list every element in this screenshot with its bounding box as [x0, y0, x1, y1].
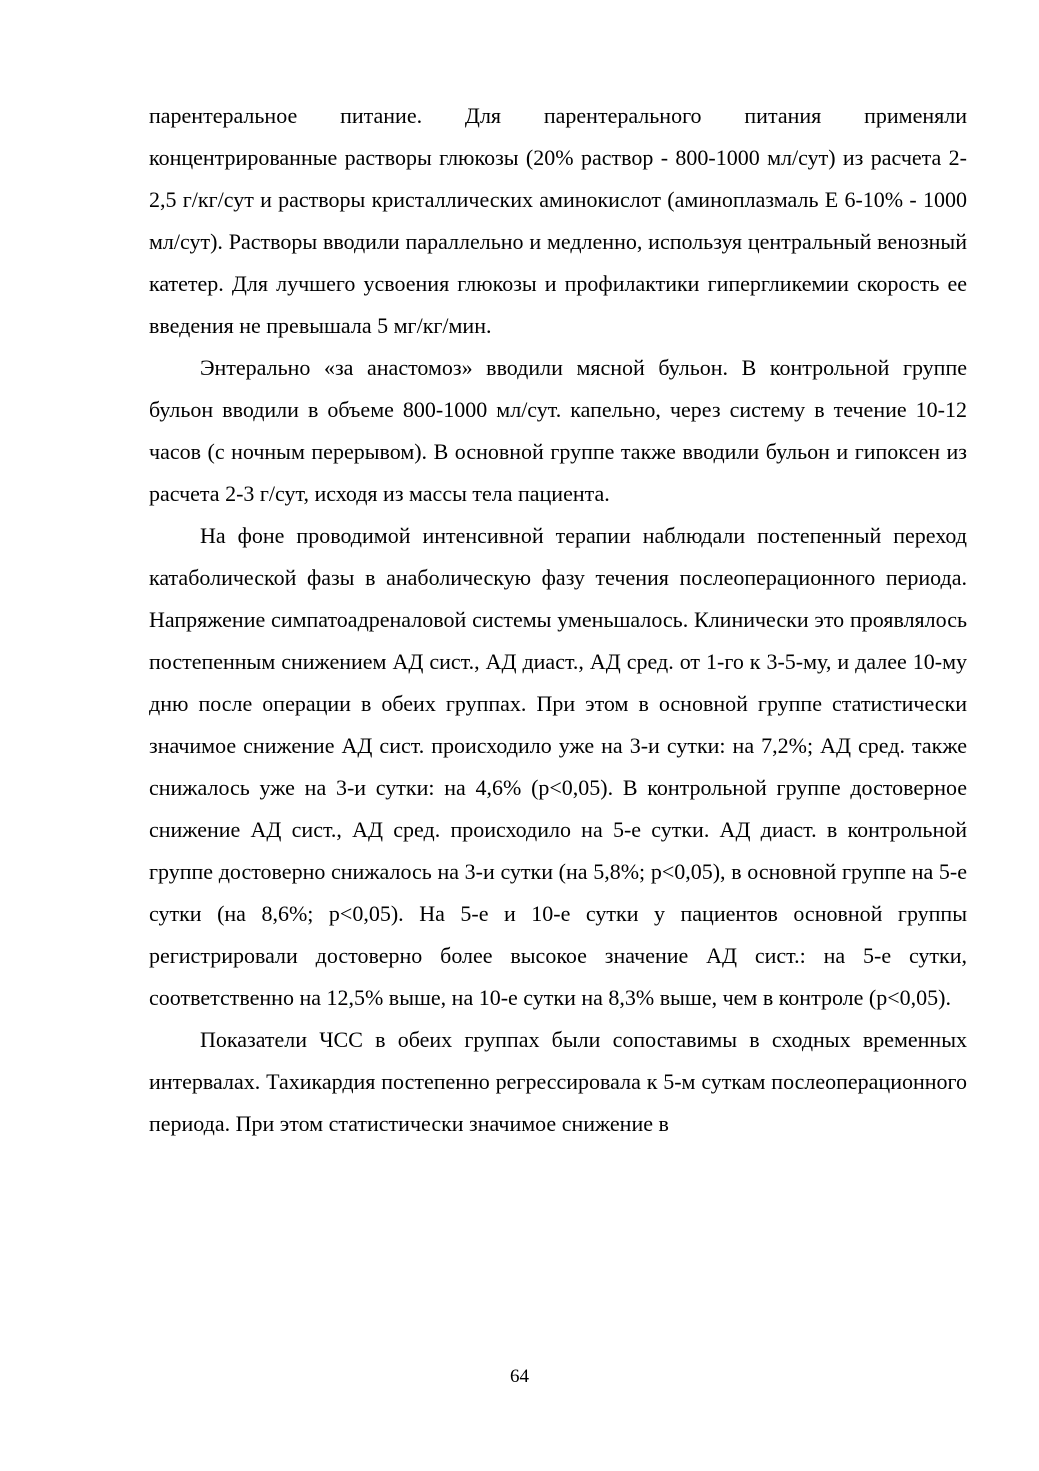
paragraph-continuation: парентеральное питание. Для парентерального питания применяли концентрированные растворы глюкозы (20% раствор - 800-1000 мл/сут) из расчета 2-2,5 г/кг/сут и растворы кристаллических аминокислот (аминоплазмаль Е 6-10% - 1000 мл/сут). Растворы вводили параллельно и медленно, используя центральный венозный катетер. Для лучшего усвоения глюкозы и профилактики гипергликемии скорость ее введения не превышала 5 мг/кг/мин. [149, 103, 967, 338]
page-number: 64 [510, 1366, 529, 1387]
paragraph-blood-pressure: На фоне проводимой интенсивной терапии наблюдали постепенный переход катаболической фазы в анаболическую фазу течения послеоперационного периода. Напряжение симпатоадреналовой системы уменьшалось. Клинически это проявлялось постепенным снижением АД сист., АД диаст., АД сред. от 1-го к 3-5-му, и далее 10-му дню после операции в обеих группах. При этом в основной группе статистически значимое снижение АД сист. происходило уже на 3-и сутки: на 7,2%; АД сред. также снижалось уже на 3-и сутки: на 4,6% (р<0,05). В контрольной группе достоверное снижение АД сист., АД сред. происходило на 5-е сутки. АД диаст. в контрольной группе достоверно снижалось на 3-и сутки (на 5,8%; р<0,05), в основной группе на 5-е сутки (на 8,6%; р<0,05). На 5-е и 10-е сутки у пациентов основной группы регистрировали достоверно более высокое значение АД сист.: на 5-е сутки, соответственно на 12,5% выше, на 10-е сутки на 8,3% выше, чем в контроле (р<0,05). [149, 523, 967, 1010]
document-body [149, 95, 967, 1145]
paragraph-enteral-broth: Энтерально «за анастомоз» вводили мясной бульон. В контрольной группе бульон вводили в объеме 800-1000 мл/сут. капельно, через систему в течение 10-12 часов (с ночным перерывом). В основной группе также вводили бульон и гипоксен из расчета 2-3 г/сут, исходя из массы тела пациента. [149, 355, 967, 506]
paragraph-heart-rate: Показатели ЧСС в обеих группах были сопоставимы в сходных временных интервалах. Тахикардия постепенно регрессировала к 5-м суткам послеоперационного периода. При этом статистически значимое снижение в [149, 1027, 967, 1136]
